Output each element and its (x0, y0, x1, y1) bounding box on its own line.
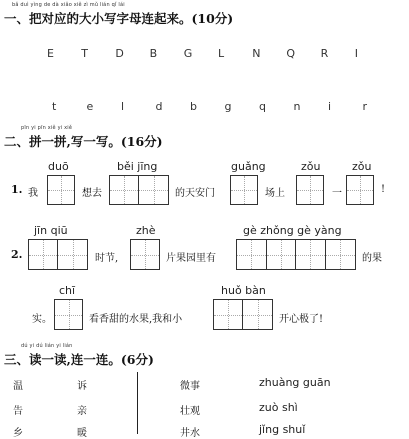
pinyin-duo: duō (48, 160, 69, 173)
writing-box-zhe[interactable] (130, 239, 160, 270)
lowercase-letter[interactable]: i (328, 100, 332, 113)
q2-text-3: 的果 (362, 253, 382, 264)
char-right: 暖 (77, 428, 87, 439)
writing-box-zou-1[interactable] (296, 175, 324, 205)
q1-number: 1. (11, 183, 23, 196)
writing-box-jinqiu[interactable] (28, 239, 88, 270)
writing-box-guang[interactable] (230, 175, 258, 205)
lowercase-letter[interactable]: e (86, 100, 94, 113)
pinyin-zou-2: zǒu (352, 160, 372, 173)
word: 微事 (180, 381, 200, 392)
lowercase-letter[interactable]: d (155, 100, 163, 113)
writing-box-gezhongge[interactable] (236, 239, 356, 270)
pinyin-zhe: zhè (136, 224, 156, 237)
uppercase-letter[interactable]: B (149, 47, 158, 60)
word-pinyin: jǐng shuǐ (259, 423, 306, 436)
writing-box-chi[interactable] (54, 299, 83, 330)
char-right: 诉 (77, 381, 87, 392)
lowercase-letter[interactable]: b (190, 100, 197, 113)
sec2-title: 二、拼一拼,写一写。(16分) (4, 134, 163, 149)
sec1-title: 一、把对应的大小写字母连起来。(10分) (4, 11, 234, 26)
uppercase-letter[interactable]: R (320, 47, 329, 60)
divider-line (137, 372, 138, 434)
pinyin-huoban: huǒ bàn (221, 284, 266, 297)
q1-text-1: 我 (28, 188, 38, 199)
lowercase-letter[interactable]: r (362, 100, 368, 113)
q3-text-1: 实。 (32, 314, 52, 325)
word: 壮观 (180, 406, 200, 417)
q3-text-2: 看香甜的水果,我和小 (89, 314, 183, 325)
char-left: 告 (13, 406, 23, 417)
word-pinyin: zhuàng guān (259, 376, 331, 389)
uppercase-letter[interactable]: L (218, 47, 225, 60)
sec3-pinyin: dú yi dú lián yi lián (21, 343, 73, 349)
writing-box-duo[interactable] (47, 175, 75, 205)
q1-text-2: 想去 (82, 188, 102, 199)
pinyin-beijing: běi jīng (117, 160, 158, 173)
char-left: 温 (13, 381, 23, 392)
q1-text-6: ! (381, 184, 386, 195)
uppercase-letter[interactable]: D (115, 47, 124, 60)
uppercase-letter[interactable]: Q (286, 47, 296, 60)
q3-text-3: 开心极了! (279, 314, 324, 325)
uppercase-letter[interactable]: N (252, 47, 261, 60)
q1-text-4: 场上 (265, 188, 285, 199)
pinyin-chi: chī (59, 284, 76, 297)
lowercase-letter[interactable]: t (52, 100, 57, 113)
pinyin-zou-1: zǒu (301, 160, 321, 173)
lowercase-letter[interactable]: g (224, 100, 232, 113)
writing-box-huoban[interactable] (213, 299, 273, 330)
lowercase-letter[interactable]: l (121, 100, 125, 113)
q1-text-5: 一 (332, 188, 342, 199)
word-pinyin: zuò shì (259, 401, 298, 414)
word: 井水 (180, 428, 200, 439)
lowercase-letter[interactable]: q (259, 100, 266, 113)
q2-number: 2. (11, 248, 23, 261)
uppercase-letter[interactable]: G (183, 47, 193, 60)
pinyin-jinqiu: jīn qiū (34, 224, 68, 237)
char-left: 乡 (13, 428, 23, 439)
pinyin-gezhongge: gè zhǒng gè yàng (243, 224, 342, 237)
writing-box-beijing[interactable] (109, 175, 169, 205)
uppercase-letter[interactable]: E (47, 47, 54, 60)
q2-text-1: 时节, (95, 253, 119, 264)
lowercase-letter[interactable]: n (293, 100, 301, 113)
uppercase-letter[interactable]: I (354, 47, 359, 60)
char-right: 亲 (77, 406, 87, 417)
q2-text-2: 片果园里有 (166, 253, 216, 264)
writing-box-zou-2[interactable] (346, 175, 374, 205)
sec3-title: 三、读一读,连一连。(6分) (4, 352, 154, 367)
sec1-pinyin: bǎ duì yìng de dà xiǎo xiě zì mǔ lián qǐ lái (12, 2, 125, 8)
pinyin-guang: guǎng (231, 160, 266, 173)
uppercase-letter[interactable]: T (81, 47, 88, 60)
q1-text-3: 的天安门 (175, 188, 215, 199)
sec2-pinyin: pīn yi pīn xiě yi xiě (21, 125, 73, 131)
